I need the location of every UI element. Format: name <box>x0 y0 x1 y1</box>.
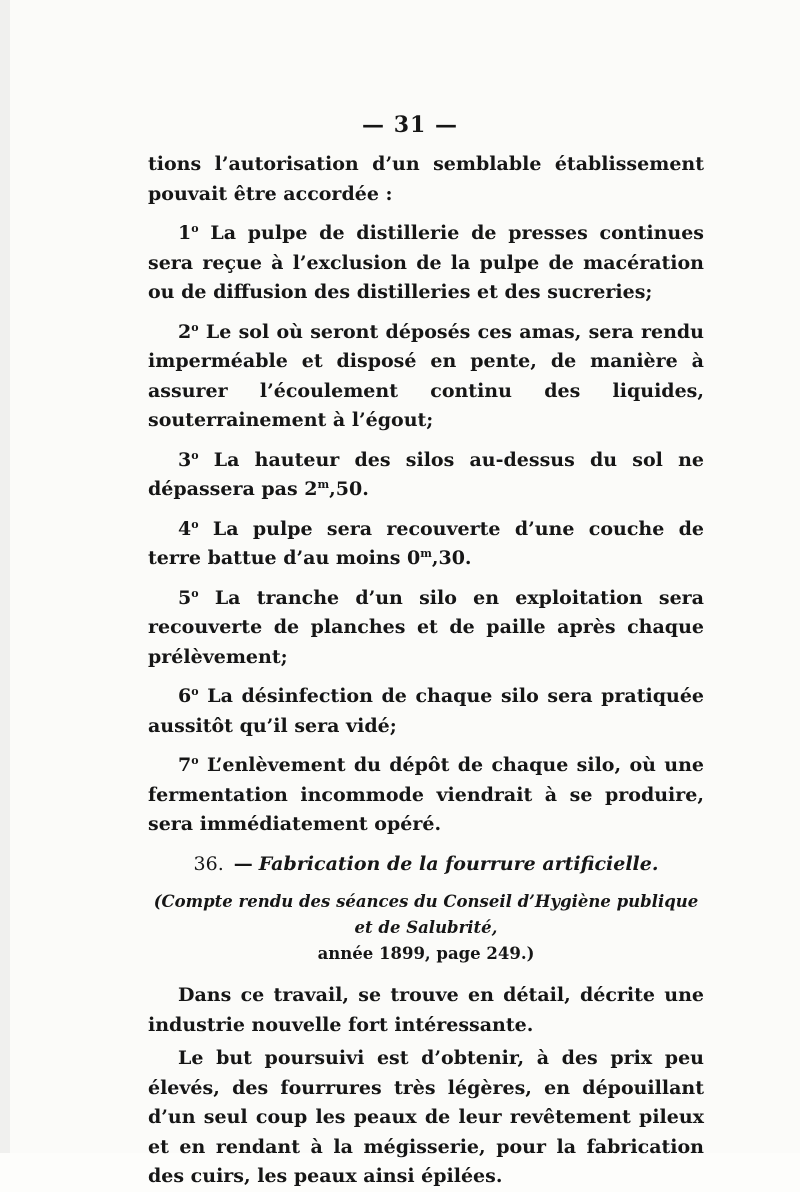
ordinal-mark: o <box>191 754 199 767</box>
ordinal-mark: o <box>191 222 199 235</box>
section-number: 36. <box>193 852 224 875</box>
list-item-2 <box>148 318 704 436</box>
unit-mark: m <box>420 547 432 560</box>
item-number: 1 <box>178 222 192 244</box>
item-text: La tranche d’un silo en exploitation sera recouverte de planches et de paille après chaque prélèvement; <box>148 586 704 668</box>
page-body <box>148 150 704 1192</box>
item-text-end: ,50. <box>329 478 369 500</box>
ordinal-mark: o <box>191 517 199 531</box>
item-text: Le sol où seront déposés ces amas, sera rendu imperméable et disposé en pente, de manière à assurer l’écoulement continu des liquides, souterrainement à l’égout; <box>148 320 704 431</box>
citation <box>148 889 704 967</box>
item-text: La pulpe de distillerie de presses continues sera reçue à l’exclusion de la pulpe de macération ou de diffusion des distilleries et des sucreries; <box>148 222 704 303</box>
list-item-4 <box>148 515 704 574</box>
list-item-6 <box>148 682 704 741</box>
item-text: La hauteur des silos au-dessus du sol ne dépassera pas 2 <box>148 448 704 500</box>
list-item-1 <box>148 219 704 308</box>
section-title: Fabrication de la fourrure artificielle. <box>258 852 659 875</box>
list-item-3 <box>148 446 704 505</box>
ordinal-mark: o <box>191 320 199 334</box>
ordinal-mark: o <box>191 448 199 462</box>
intro-paragraph: tions l’autorisation d’un semblable établissement pouvait être accordée : <box>148 153 704 205</box>
page-number: — 31 — <box>362 112 458 138</box>
item-number: 6 <box>178 685 192 707</box>
ordinal-mark: o <box>191 685 199 698</box>
section-dash: — <box>233 852 253 875</box>
citation-line-2: année 1899, page 249.) <box>317 944 535 963</box>
section-heading <box>148 850 704 880</box>
item-text: L’enlèvement du dépôt de chaque silo, où une fermentation incommode viendrait à se produire, sera immédiatement opéré. <box>148 754 704 835</box>
list-item-5 <box>148 584 704 673</box>
item-text: La désinfection de chaque silo sera pratiquée aussitôt qu’il sera vidé; <box>148 685 704 737</box>
item-number: 2 <box>178 320 192 343</box>
body-paragraph-1: Dans ce travail, se trouve en détail, décrite une industrie nouvelle fort intéressante. <box>148 984 704 1036</box>
item-number: 5 <box>178 586 192 609</box>
list-item-7 <box>148 751 704 840</box>
citation-line-1: (Compte rendu des séances du Conseil d’Hygiène publique et de Salubrité, <box>153 892 699 937</box>
item-number: 3 <box>178 448 192 471</box>
item-number: 7 <box>178 754 192 776</box>
item-text-end: ,30. <box>431 547 472 569</box>
ordinal-mark: o <box>191 586 199 600</box>
item-number: 4 <box>178 517 192 540</box>
item-text: La pulpe sera recouverte d’une couche de terre battue d’au moins 0 <box>148 517 704 569</box>
body-paragraph-2: Le but poursuivi est d’obtenir, à des prix peu élevés, des fourrures très légères, en dépouillant d’un seul coup les peaux de leur revêtement pileux et en rendant à la mégisserie, pour la fabrication des cuirs, les peaux ainsi épilées. <box>148 1047 704 1187</box>
unit-mark: m <box>317 478 330 491</box>
